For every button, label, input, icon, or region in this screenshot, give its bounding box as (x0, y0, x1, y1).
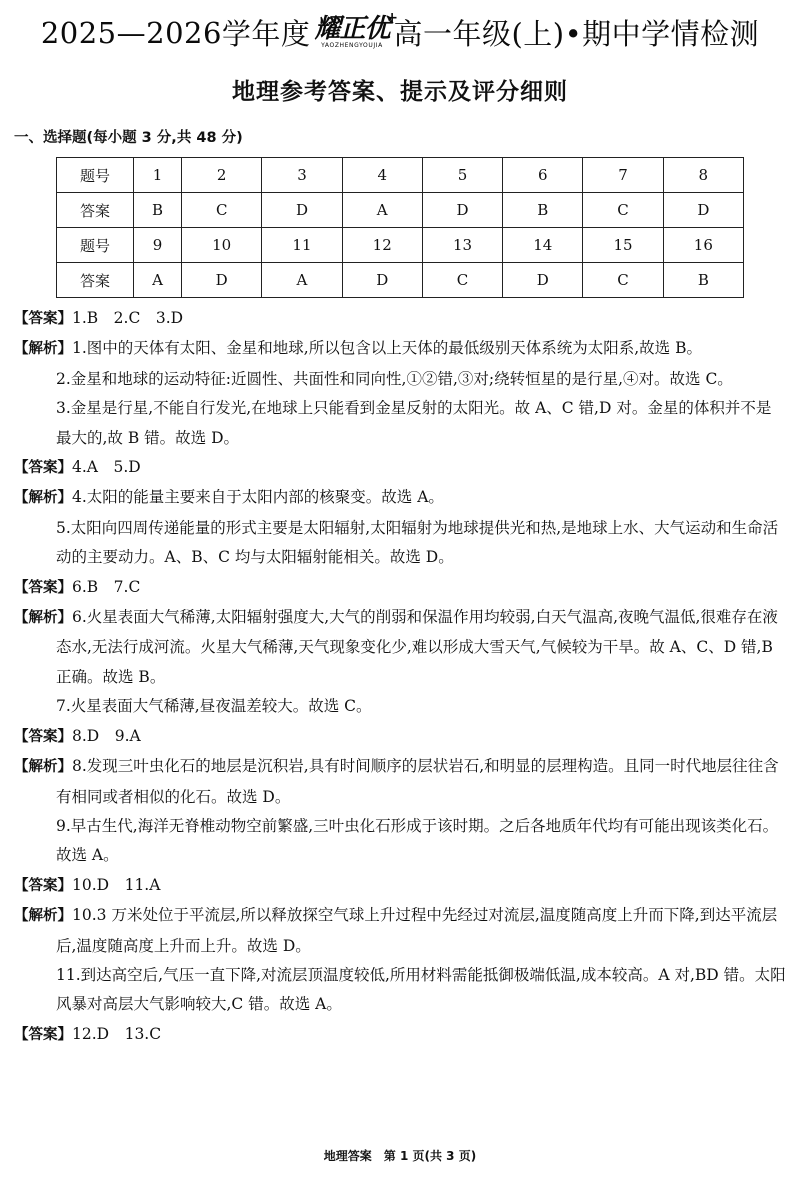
brand-logo-plus: + (386, 10, 399, 26)
analysis-tag: 【解析】 (14, 759, 72, 776)
answer-tag: 【答案】 (14, 311, 72, 327)
table-cell: 4 (342, 158, 422, 193)
school-years: 2025—2026 (40, 15, 222, 50)
table-cell: B (503, 193, 583, 228)
table-cell: 12 (342, 228, 422, 263)
table-cell: C (422, 263, 502, 298)
row-header: 题号 (57, 158, 134, 193)
explanations (14, 304, 786, 1050)
table-cell: D (422, 193, 502, 228)
analysis-subitem: 5.太阳向四周传递能量的形式主要是太阳辐射,太阳辐射为地球提供光和热,是地球上水、大气运动和生命活动的主要动力。A、B、C 均与太阳辐射能相关。故选 D。 (56, 518, 779, 567)
answer-tag: 【答案】 (14, 877, 72, 894)
analysis-text: 8.发现三叶虫化石的地层是沉积岩,具有时间顺序的层状岩石,和明显的层理构造。且同一时代地层往往含有相同或者相似的化石。故选 D。 (56, 757, 779, 806)
table-cell: 16 (663, 228, 743, 263)
answer-text: 4.A 5.D (72, 458, 141, 477)
analysis-line (14, 603, 786, 692)
answer-table (56, 157, 744, 298)
answer-tag: 【答案】 (14, 1026, 72, 1043)
table-cell: 11 (262, 228, 342, 263)
analysis-tag: 【解析】 (14, 610, 72, 627)
analysis-tag: 【解析】 (14, 908, 72, 925)
analysis-subitem: 11.到达高空后,气压一直下降,对流层顶温度较低,所用材料需能抵御极端低温,成本较高。A 对,BD 错。太阳风暴对高层大气影响较大,C 错。故选 A。 (56, 965, 786, 1014)
analysis-tag: 【解析】 (14, 490, 72, 507)
table-cell: A (134, 263, 182, 298)
analysis-subitem: 3.金星是行星,不能自行发光,在地球上只能看到金星反射的太阳光。故 A、C 错,D 对。金星的体积并不是最大的,故 B 错。故选 D。 (56, 399, 772, 447)
row-header: 题号 (57, 228, 134, 263)
answer-line (14, 453, 786, 483)
table-cell: 10 (182, 228, 262, 263)
table-cell: 2 (182, 158, 262, 193)
table-cell: 3 (262, 158, 342, 193)
table-cell: A (262, 263, 342, 298)
analysis-line (14, 901, 786, 961)
answer-tag: 【答案】 (14, 579, 72, 596)
answer-line (14, 573, 786, 603)
table-cell: D (342, 263, 422, 298)
row-header: 答案 (57, 193, 134, 228)
answer-line (14, 871, 786, 901)
analysis-text: 4.太阳的能量主要来自于太阳内部的核聚变。故选 A。 (72, 488, 444, 507)
row-header: 答案 (57, 263, 134, 298)
table-cell: D (503, 263, 583, 298)
exam-header (14, 12, 786, 53)
table-row (57, 263, 744, 298)
year-label: 学年度 (221, 17, 311, 51)
table-cell: D (182, 263, 262, 298)
table-cell: 14 (503, 228, 583, 263)
table-cell: 15 (583, 228, 663, 263)
table-cell: 5 (422, 158, 502, 193)
answer-text: 6.B 7.C (72, 577, 141, 596)
answer-line (14, 722, 786, 752)
table-cell: C (583, 263, 663, 298)
table-cell: 9 (134, 228, 182, 263)
table-cell: 13 (422, 228, 502, 263)
brand-logo (314, 10, 399, 49)
table-cell: 7 (583, 158, 663, 193)
answer-line (14, 1020, 786, 1050)
analysis-subitem: 9.早古生代,海洋无脊椎动物空前繁盛,三叶虫化石形成于该时期。之后各地质年代均有可能出现该类化石。故选 A。 (56, 816, 779, 865)
table-cell: B (663, 263, 743, 298)
document-title: 地理参考答案、提示及评分细则 (232, 79, 568, 105)
table-cell: C (182, 193, 262, 228)
answer-text: 1.B 2.C 3.D (72, 309, 184, 327)
table-cell: 8 (663, 158, 743, 193)
answer-line (14, 304, 786, 334)
page-footer: 地理答案 第 1 页(共 3 页) (323, 1149, 477, 1163)
table-cell: C (583, 193, 663, 228)
analysis-text: 6.火星表面大气稀薄,太阳辐射强度大,大气的削弱和保温作用均较弱,白天气温高,夜晚气温低,很难存在液态水,无法行成河流。火星大气稀薄,天气现象变化少,难以形成大雪天气,气候较为干旱。故 A、C、D 错,B 正确。故选 B。 (56, 608, 778, 686)
brand-logo-text: 耀正优 (314, 14, 390, 44)
table-cell: D (663, 193, 743, 228)
table-cell: A (342, 193, 422, 228)
brand-logo-sub: YAOZHENGYOUJIA (321, 42, 383, 49)
analysis-text: 1.图中的天体有太阳、金星和地球,所以包含以上天体的最低级别天体系统为太阳系,故选 B。 (72, 339, 702, 358)
analysis-tag: 【解析】 (14, 341, 72, 358)
analysis-line (14, 334, 786, 364)
answer-text: 10.D 11.A (72, 875, 161, 894)
table-row (57, 193, 744, 228)
answer-text: 8.D 9.A (72, 726, 141, 745)
answer-tag: 【答案】 (14, 460, 72, 477)
table-row (57, 228, 744, 263)
table-cell: 1 (134, 158, 182, 193)
exam-name: 高一年级(上)•期中学情检测 (393, 17, 760, 51)
analysis-text: 10.3 万米处位于平流层,所以释放探空气球上升过程中先经过对流层,温度随高度上升而下降,到达平流层后,温度随高度上升而上升。故选 D。 (56, 906, 778, 955)
answer-text: 12.D 13.C (72, 1024, 162, 1043)
analysis-subitem: 7.火星表面大气稀薄,昼夜温差较大。故选 C。 (56, 697, 372, 716)
analysis-line (14, 483, 786, 513)
exam-answer-page (0, 12, 800, 1180)
analysis-line (14, 752, 786, 812)
table-cell: B (134, 193, 182, 228)
analysis-subitem: 2.金星和地球的运动特征:近圆性、共面性和同向性,①②错,③对;绕转恒星的是行星,④对。故选 C。 (56, 369, 733, 388)
answer-tag: 【答案】 (14, 728, 72, 745)
table-cell: 6 (503, 158, 583, 193)
table-row (57, 158, 744, 193)
section-title-choice: 一、选择题(每小题 3 分,共 48 分) (14, 130, 243, 146)
table-cell: D (262, 193, 342, 228)
